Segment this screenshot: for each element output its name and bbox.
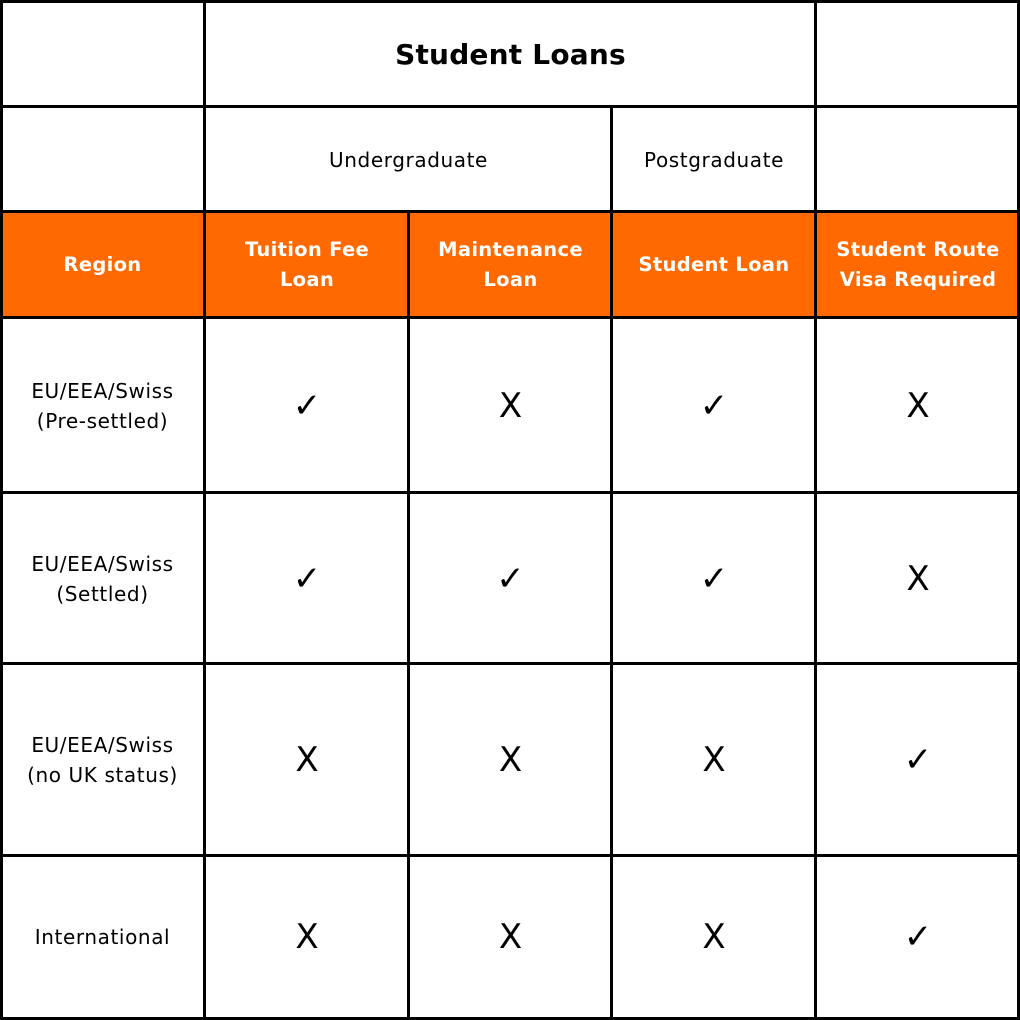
grid-line [0,854,1020,857]
mark-value: X [702,917,726,957]
region-line-2: (Pre-settled) [36,408,169,433]
grid-line [0,316,1020,319]
group-postgraduate-label: Postgraduate [644,147,784,172]
grid-line [814,0,817,1020]
group-undergraduate [205,107,612,212]
region-line-2: (Settled) [56,581,149,606]
region-line-2: (no UK status) [27,763,178,787]
mark-value: X [498,917,523,957]
mark-value: X [498,740,523,780]
grid-line [203,0,206,1020]
grid-line [610,105,613,1020]
mark-value: X [906,558,930,599]
table-cell-mark [205,856,409,1018]
table-cell-mark [816,318,1020,493]
table-cell-mark [409,856,612,1018]
table-title-text: Student Loans [395,38,626,71]
grid-line [0,105,1020,108]
region-line-1: EU/EEA/Swiss [31,733,174,757]
table-cell-mark [409,318,612,493]
header-maintenance-loan [409,212,612,318]
table-row-region [0,318,205,493]
group-postgraduate [612,107,816,212]
mark-value: ✓ [903,917,933,957]
header-tuition-fee-line-1: Tuition Fee [244,238,370,261]
table-row-region [0,493,205,664]
table-cell-mark [612,856,816,1018]
header-tuition-fee-loan [205,212,409,318]
mark-value: ✓ [496,558,525,599]
table-cell-mark [816,664,1020,856]
table-cell-mark [816,493,1020,664]
mark-value: X [498,385,523,426]
mark-value: ✓ [903,740,933,780]
header-maintenance-line-2: Loan [483,268,538,291]
header-region [0,212,205,318]
mark-value: X [906,385,930,426]
table-cell-mark [409,493,612,664]
region-line-1: International [34,925,171,949]
table-title [205,2,816,107]
table-cell-mark [205,664,409,856]
header-student-loan-label: Student Loan [638,253,790,276]
table-cell-mark [612,318,816,493]
region-line-1: EU/EEA/Swiss [31,551,174,576]
mark-value: X [702,740,726,780]
table-row-region [0,664,205,856]
mark-value: ✓ [699,385,729,426]
grid-line [0,0,1020,3]
mark-value: ✓ [292,558,322,599]
header-visa-line-1: Student Route [836,238,1000,261]
group-undergraduate-label: Undergraduate [329,147,488,172]
table-cell-mark [409,664,612,856]
mark-value: X [295,917,319,957]
header-student-loan [612,212,816,318]
header-visa-line-2: Visa Required [839,268,997,291]
header-region-label: Region [63,253,142,276]
table-cell-mark [816,856,1020,1018]
mark-value: X [295,740,319,780]
region-line-1: EU/EEA/Swiss [31,378,174,403]
grid-line [0,0,3,1020]
table-row-region [0,856,205,1018]
grid-line [0,662,1020,665]
table-cell-mark [612,493,816,664]
header-tuition-fee-line-2: Loan [279,268,335,291]
grid-line [407,210,410,1020]
mark-value: ✓ [292,385,322,426]
mark-value: ✓ [699,558,729,599]
grid-line [0,210,1020,213]
table-cell-mark [205,318,409,493]
header-student-route-visa [816,212,1020,318]
table-cell-mark [612,664,816,856]
header-maintenance-line-1: Maintenance [438,238,583,261]
grid-line [0,491,1020,494]
table-cell-mark [205,493,409,664]
